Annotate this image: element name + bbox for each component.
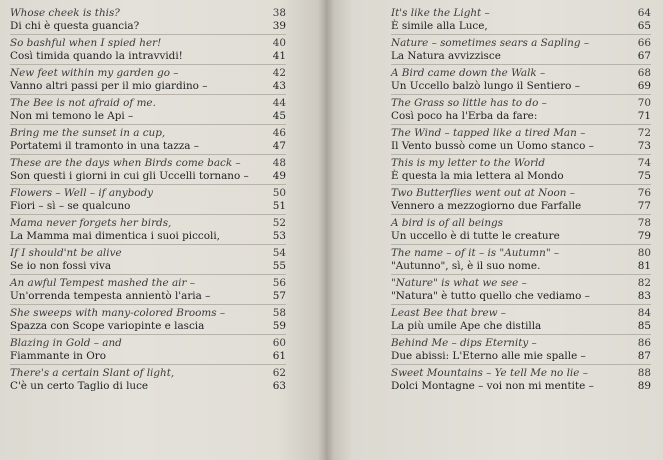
italian-title-line: [391, 50, 651, 63]
italian-title-line: [10, 140, 286, 153]
italian-title: Vennero a mezzogiorno due Farfalle: [391, 200, 582, 212]
italian-title: Fiori – sì – se qualcuno: [10, 200, 131, 212]
english-title: Two Butterflies went out at Noon –: [391, 187, 575, 199]
italian-title: Son questi i giorni in cui gli Uccelli tornano –: [10, 170, 249, 182]
english-page-number: 50: [272, 187, 286, 199]
italian-title: La Mamma mai dimentica i suoi piccoli,: [10, 230, 220, 242]
english-title: Bring me the sunset in a cup,: [10, 127, 166, 139]
italian-title-line: [10, 230, 286, 243]
english-title: A bird is of all beings: [391, 217, 504, 229]
left-contents-list: [10, 5, 286, 395]
contents-entry: [391, 245, 651, 275]
english-page-number: 74: [637, 157, 651, 169]
english-title-line: [391, 97, 651, 110]
italian-page-number: 85: [637, 320, 651, 332]
english-page-number: 70: [637, 97, 651, 109]
english-title: So bashful when I spied her!: [10, 37, 162, 49]
italian-title: Un uccello è di tutte le creature: [391, 230, 560, 242]
english-title: There's a certain Slant of light,: [10, 367, 175, 379]
italian-page-number: 53: [272, 230, 286, 242]
italian-page-number: 81: [637, 260, 651, 272]
italian-page-number: 67: [637, 50, 651, 62]
italian-title: C'è un certo Taglio di luce: [10, 380, 149, 392]
contents-entry: [391, 305, 651, 335]
english-title: An awful Tempest mashed the air –: [10, 277, 195, 289]
english-title-line: [10, 37, 286, 50]
english-title: Whose cheek is this?: [10, 7, 120, 19]
italian-title-line: [391, 110, 651, 123]
english-page-number: 44: [272, 97, 286, 109]
english-title: These are the days when Birds come back –: [10, 157, 241, 169]
left-page: [0, 0, 326, 460]
contents-entry: [391, 95, 651, 125]
italian-title: Non mi temono le Api –: [10, 110, 134, 122]
english-title: Nature – sometimes sears a Sapling –: [391, 37, 590, 49]
english-page-number: 88: [637, 367, 651, 379]
english-title-line: [10, 367, 286, 380]
english-page-number: 80: [637, 247, 651, 259]
italian-title-line: [10, 350, 286, 363]
english-page-number: 58: [272, 307, 286, 319]
contents-entry: [10, 305, 286, 335]
contents-entry: [10, 35, 286, 65]
english-title-line: [10, 277, 286, 290]
italian-title: La più umile Ape che distilla: [391, 320, 542, 332]
english-title-line: [391, 217, 651, 230]
english-title-line: [391, 247, 651, 260]
italian-title: Se io non fossi viva: [10, 260, 112, 272]
right-page: [326, 0, 663, 460]
italian-title: "Natura" è tutto quello che vediamo –: [391, 290, 590, 302]
contents-entry: [10, 5, 286, 35]
contents-entry: [391, 5, 651, 35]
italian-title: Di chi è questa guancia?: [10, 20, 140, 32]
italian-page-number: 49: [272, 170, 286, 182]
italian-title: Fiammante in Oro: [10, 350, 107, 362]
english-title: The Wind – tapped like a tired Man –: [391, 127, 586, 139]
italian-title-line: [391, 260, 651, 273]
english-title: The Bee is not afraid of me.: [10, 97, 156, 109]
italian-title: "Autunno", sì, è il suo nome.: [391, 260, 541, 272]
english-title-line: [391, 307, 651, 320]
english-title-line: [10, 127, 286, 140]
book-gutter: [318, 0, 334, 460]
english-page-number: 46: [272, 127, 286, 139]
italian-page-number: 75: [637, 170, 651, 182]
contents-entry: [10, 215, 286, 245]
italian-page-number: 61: [272, 350, 286, 362]
italian-title-line: [10, 260, 286, 273]
italian-page-number: 55: [272, 260, 286, 272]
english-title-line: [10, 157, 286, 170]
english-title: The Grass so little has to do –: [391, 97, 547, 109]
english-page-number: 52: [272, 217, 286, 229]
contents-entry: [391, 215, 651, 245]
english-title: Mama never forgets her birds,: [10, 217, 172, 229]
english-title-line: [391, 7, 651, 20]
english-title-line: [391, 37, 651, 50]
italian-page-number: 51: [272, 200, 286, 212]
english-page-number: 68: [637, 67, 651, 79]
italian-title: Un'orrenda tempesta annientò l'aria –: [10, 290, 211, 302]
english-title: Flowers – Well – if anybody: [10, 187, 154, 199]
english-title-line: [10, 337, 286, 350]
english-title-line: [10, 67, 286, 80]
english-page-number: 56: [272, 277, 286, 289]
italian-page-number: 77: [637, 200, 651, 212]
english-title: Least Bee that brew –: [391, 307, 506, 319]
italian-title: Vanno altri passi per il mio giardino –: [10, 80, 208, 92]
english-title: She sweeps with many-colored Brooms –: [10, 307, 226, 319]
italian-title: Dolci Montagne – voi non mi mentite –: [391, 380, 594, 392]
italian-title: Un Uccello balzò lungo il Sentiero –: [391, 80, 580, 92]
english-title: This is my letter to the World: [391, 157, 546, 169]
english-title: A Bird came down the Walk –: [391, 67, 546, 79]
contents-entry: [10, 185, 286, 215]
italian-page-number: 65: [637, 20, 651, 32]
english-title-line: [10, 247, 286, 260]
italian-page-number: 57: [272, 290, 286, 302]
english-title-line: [10, 187, 286, 200]
contents-entry: [391, 365, 651, 395]
english-title-line: [391, 157, 651, 170]
english-title-line: [391, 127, 651, 140]
contents-entry: [10, 125, 286, 155]
italian-title-line: [391, 140, 651, 153]
italian-title: Portatemi il tramonto in una tazza –: [10, 140, 199, 152]
contents-entry: [10, 245, 286, 275]
italian-title: Due abissi: L'Eterno alle mie spalle –: [391, 350, 586, 362]
english-title-line: [391, 337, 651, 350]
english-title-line: [10, 7, 286, 20]
english-page-number: 86: [637, 337, 651, 349]
english-page-number: 38: [272, 7, 286, 19]
english-title: If I should'nt be alive: [10, 247, 122, 259]
english-page-number: 62: [272, 367, 286, 379]
italian-page-number: 69: [637, 80, 651, 92]
italian-title-line: [391, 320, 651, 333]
english-page-number: 48: [272, 157, 286, 169]
italian-title-line: [10, 200, 286, 213]
italian-title: Così poco ha l'Erba da fare:: [391, 110, 538, 122]
contents-entry: [391, 65, 651, 95]
italian-title: È simile alla Luce,: [391, 20, 488, 32]
contents-entry: [391, 35, 651, 65]
contents-entry: [10, 65, 286, 95]
english-page-number: 84: [637, 307, 651, 319]
italian-page-number: 63: [272, 380, 286, 392]
italian-title-line: [10, 110, 286, 123]
italian-title-line: [391, 20, 651, 33]
english-title-line: [10, 217, 286, 230]
english-title-line: [391, 367, 651, 380]
italian-page-number: 39: [272, 20, 286, 32]
italian-page-number: 89: [637, 380, 651, 392]
italian-page-number: 79: [637, 230, 651, 242]
english-title: Behind Me – dips Eternity –: [391, 337, 537, 349]
italian-page-number: 43: [272, 80, 286, 92]
english-title: It's like the Light –: [391, 7, 490, 19]
italian-title-line: [10, 50, 286, 63]
english-page-number: 42: [272, 67, 286, 79]
italian-page-number: 73: [637, 140, 651, 152]
contents-entry: [10, 95, 286, 125]
italian-title: Spazza con Scope variopinte e lascia: [10, 320, 205, 332]
english-title: Sweet Mountains – Ye tell Me no lie –: [391, 367, 588, 379]
english-title: The name – of it – is "Autumn" –: [391, 247, 560, 259]
contents-entry: [391, 275, 651, 305]
contents-entry: [391, 155, 651, 185]
italian-page-number: 71: [637, 110, 651, 122]
english-title-line: [391, 187, 651, 200]
italian-title-line: [391, 80, 651, 93]
italian-page-number: 47: [272, 140, 286, 152]
english-page-number: 76: [637, 187, 651, 199]
italian-page-number: 59: [272, 320, 286, 332]
contents-entry: [10, 155, 286, 185]
english-title-line: [391, 67, 651, 80]
contents-entry: [391, 125, 651, 155]
italian-title-line: [391, 170, 651, 183]
english-page-number: 72: [637, 127, 651, 139]
italian-title-line: [10, 380, 286, 393]
english-title: "Nature" is what we see –: [391, 277, 527, 289]
italian-title: È questa la mia lettera al Mondo: [391, 170, 564, 182]
english-page-number: 60: [272, 337, 286, 349]
english-page-number: 54: [272, 247, 286, 259]
english-title-line: [391, 277, 651, 290]
english-page-number: 78: [637, 217, 651, 229]
contents-entry: [391, 335, 651, 365]
english-title: New feet within my garden go –: [10, 67, 179, 79]
contents-entry: [10, 275, 286, 305]
english-title-line: [10, 307, 286, 320]
english-title-line: [10, 97, 286, 110]
italian-page-number: 41: [272, 50, 286, 62]
italian-title-line: [10, 170, 286, 183]
italian-title: Così timida quando la intravvidi!: [10, 50, 183, 62]
italian-title-line: [391, 380, 651, 393]
italian-title-line: [391, 230, 651, 243]
english-page-number: 66: [637, 37, 651, 49]
italian-title-line: [391, 290, 651, 303]
english-title: Blazing in Gold – and: [10, 337, 122, 349]
italian-page-number: 87: [637, 350, 651, 362]
contents-entry: [10, 365, 286, 395]
italian-page-number: 83: [637, 290, 651, 302]
contents-entry: [10, 335, 286, 365]
italian-title-line: [10, 320, 286, 333]
italian-title: Il Vento bussò come un Uomo stanco –: [391, 140, 594, 152]
english-page-number: 64: [637, 7, 651, 19]
italian-title-line: [10, 20, 286, 33]
contents-entry: [391, 185, 651, 215]
italian-title-line: [391, 200, 651, 213]
english-page-number: 82: [637, 277, 651, 289]
italian-title-line: [10, 290, 286, 303]
italian-page-number: 45: [272, 110, 286, 122]
right-contents-list: [391, 5, 651, 395]
italian-title: La Natura avvizzisce: [391, 50, 501, 62]
italian-title-line: [391, 350, 651, 363]
english-page-number: 40: [272, 37, 286, 49]
italian-title-line: [10, 80, 286, 93]
